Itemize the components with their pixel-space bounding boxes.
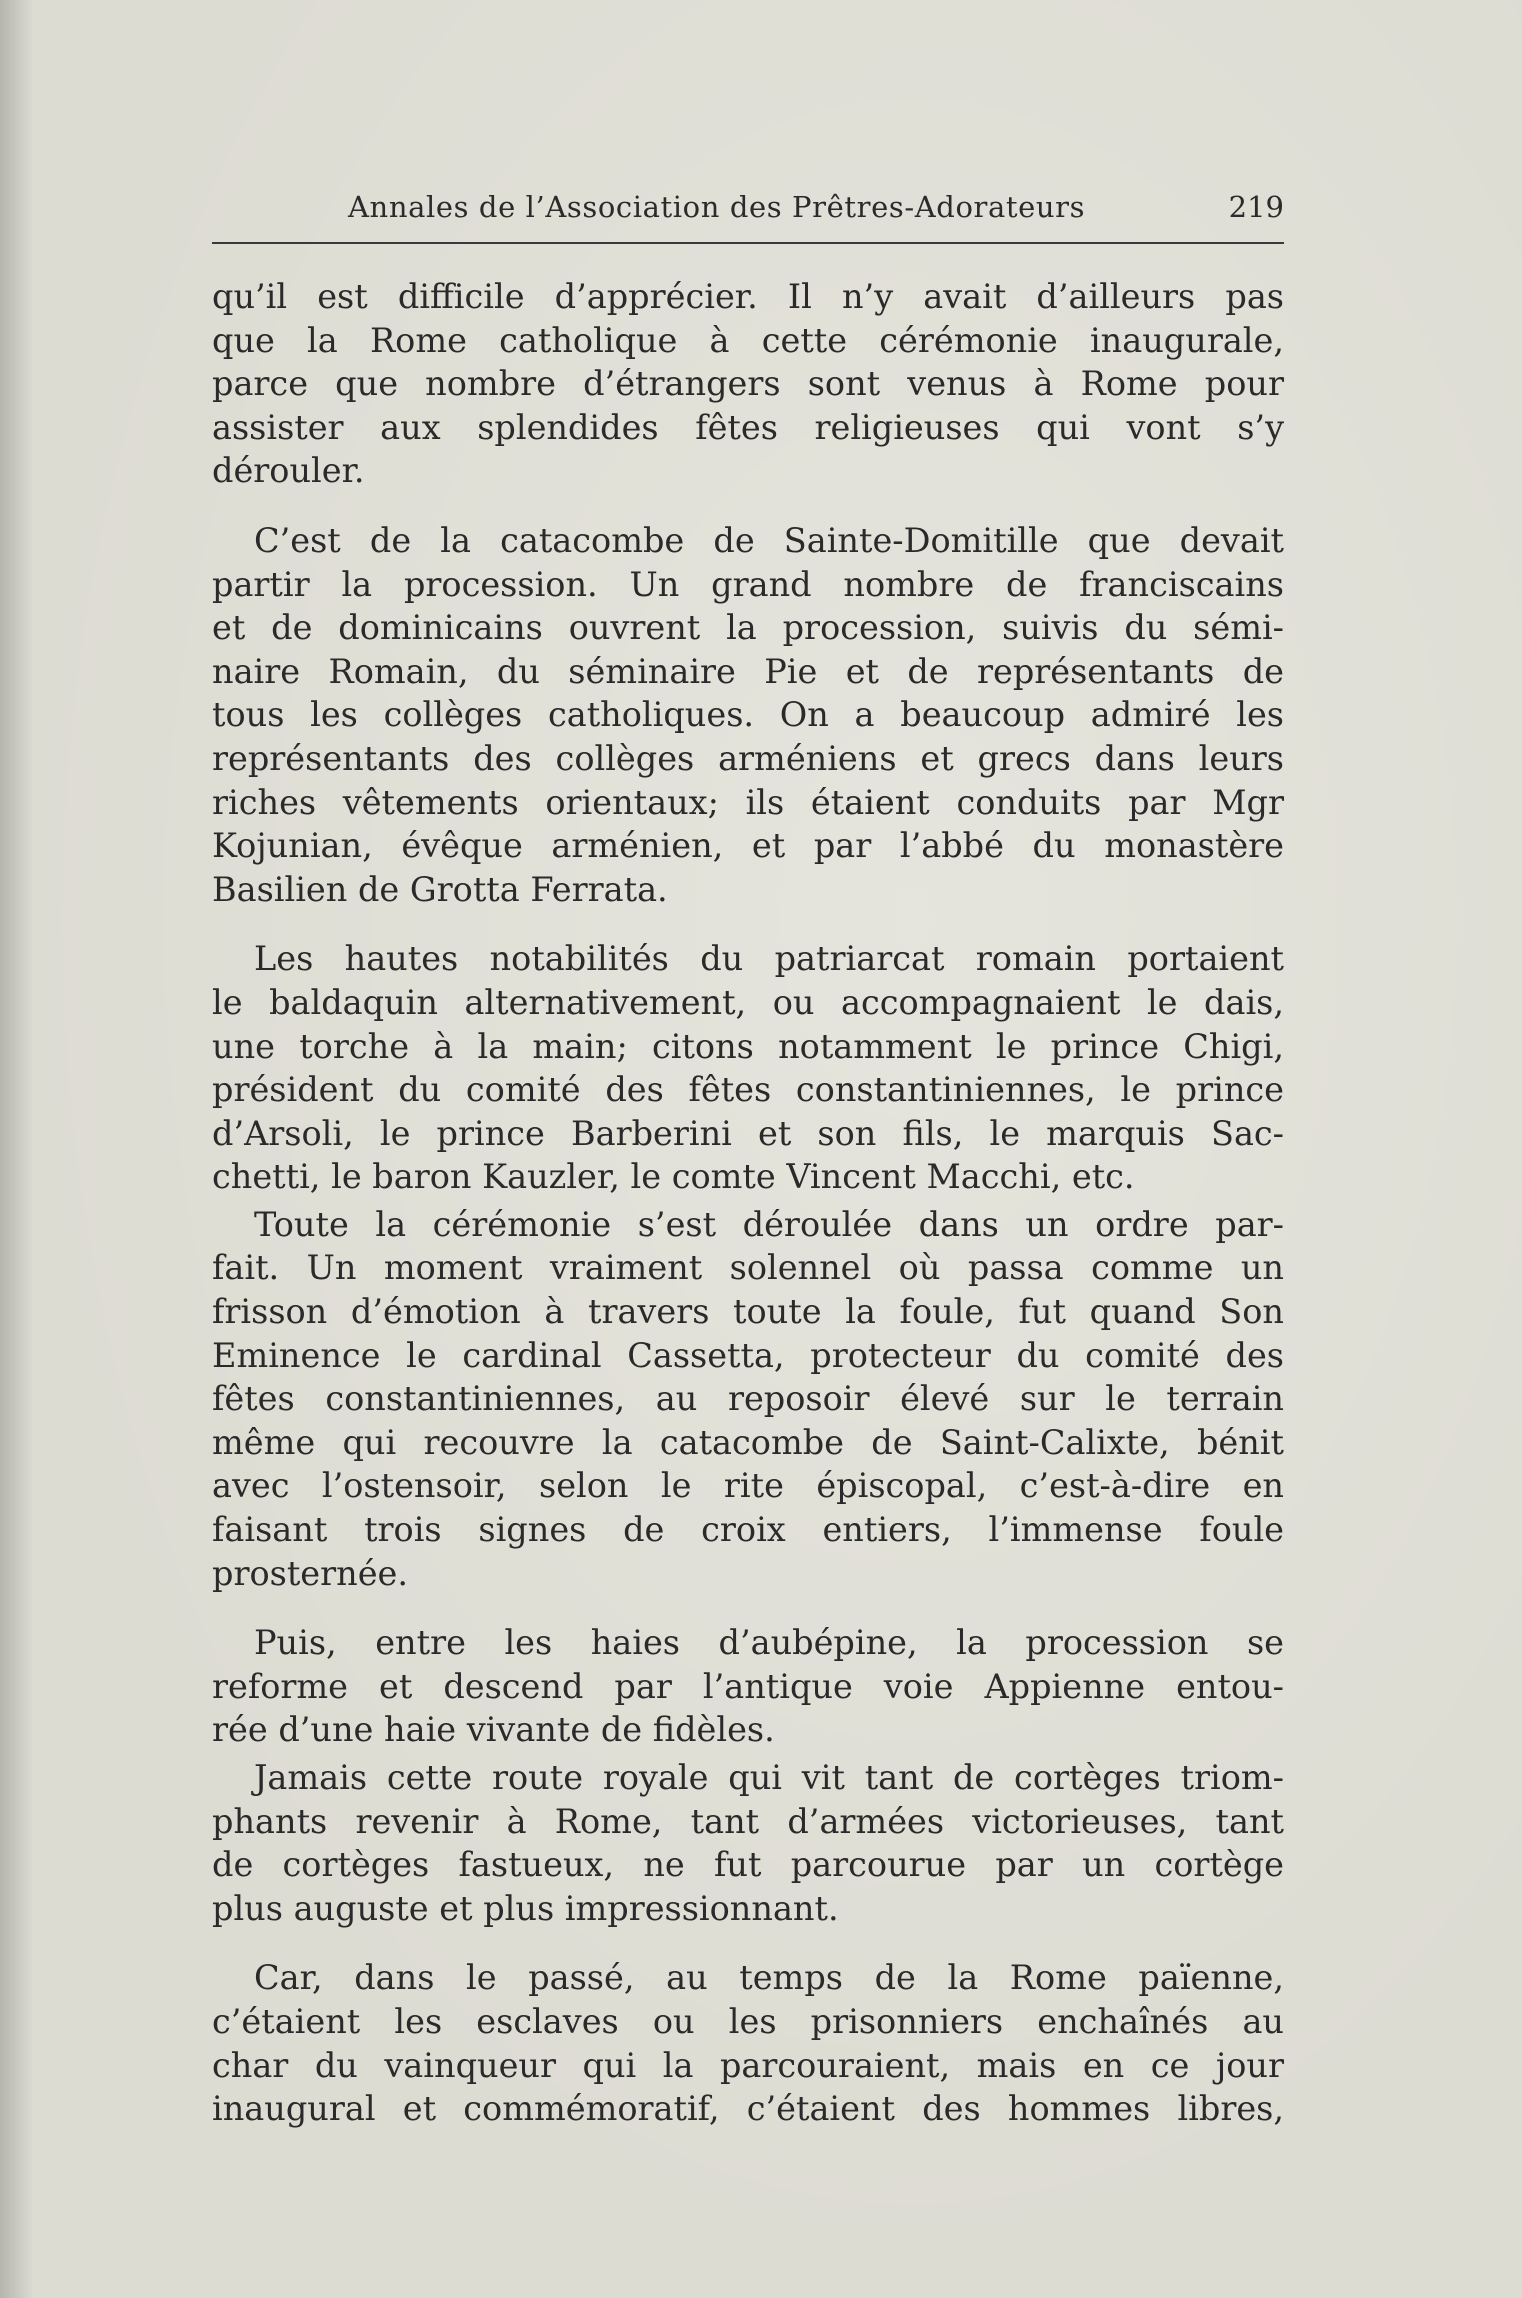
- text-line: avec l’ostensoir, selon le rite épiscopal, c’est-à-dire en: [212, 1466, 1284, 1506]
- text-line: phants revenir à Rome, tant d’armées victorieuses, tant: [212, 1801, 1284, 1841]
- text-line: fait. Un moment vraiment solennel où passa comme un: [212, 1248, 1284, 1288]
- text-line: dérouler.: [212, 451, 365, 491]
- text-line: inaugural et commémoratif, c’étaient des hommes libres,: [212, 2089, 1284, 2129]
- text-line: Puis, entre les haies d’aubépine, la procession se: [254, 1623, 1284, 1663]
- text-line: Car, dans le passé, au temps de la Rome païenne,: [254, 1958, 1284, 1998]
- text-line: d’Arsoli, le prince Barberini et son fils, le marquis Sac-: [212, 1113, 1284, 1153]
- text-line: char du vainqueur qui la parcouraient, mais en ce jour: [212, 2045, 1284, 2085]
- text-line: représentants des collèges arméniens et grecs dans leurs: [212, 738, 1284, 778]
- paragraph-6: [212, 1756, 1284, 1930]
- text-line: Kojunian, évêque arménien, et par l’abbé du monastère: [212, 826, 1284, 866]
- body-text: [212, 275, 1284, 2131]
- text-line: et de dominicains ouvrent la procession, suivis du sémi-: [212, 608, 1284, 648]
- text-line: riches vêtements orientaux; ils étaient conduits par Mgr: [212, 782, 1284, 822]
- text-line: parce que nombre d’étrangers sont venus à Rome pour: [212, 364, 1284, 404]
- paragraph-5: [212, 1621, 1284, 1752]
- page-gutter-shadow: [0, 0, 34, 2298]
- paragraph-gap: [212, 1595, 1284, 1621]
- paragraph-3: [212, 937, 1284, 1199]
- paragraph-gap: [212, 493, 1284, 519]
- paragraph-7: [212, 1956, 1284, 2130]
- text-line: que la Rome catholique à cette cérémonie inaugurale,: [212, 320, 1284, 360]
- text-line: président du comité des fêtes constantiniennes, le prince: [212, 1070, 1284, 1110]
- paragraph-2: [212, 519, 1284, 911]
- text-line: rée d’une haie vivante de fidèles.: [212, 1710, 775, 1750]
- text-line: Toute la cérémonie s’est déroulée dans un ordre par-: [254, 1204, 1284, 1244]
- text-line: c’étaient les esclaves ou les prisonniers enchaînés au: [212, 2001, 1284, 2041]
- text-line: Les hautes notabilités du patriarcat romain portaient: [254, 939, 1284, 979]
- text-line: naire Romain, du séminaire Pie et de représentants de: [212, 651, 1284, 691]
- page-number: 219: [1228, 190, 1284, 224]
- paragraph-4: [212, 1203, 1284, 1595]
- text-line: partir la procession. Un grand nombre de franciscains: [212, 564, 1284, 604]
- text-line: prosternée.: [212, 1553, 408, 1593]
- text-line: tous les collèges catholiques. On a beaucoup admiré les: [212, 695, 1284, 735]
- text-line: C’est de la catacombe de Sainte-Domitille que devait: [254, 520, 1284, 560]
- text-line: Eminence le cardinal Cassetta, protecteur du comité des: [212, 1335, 1284, 1375]
- paragraph-1: [212, 275, 1284, 493]
- text-line: Jamais cette route royale qui vit tant de cortèges triom-: [254, 1758, 1284, 1797]
- paragraph-gap: [212, 1930, 1284, 1956]
- text-line: frisson d’émotion à travers toute la foule, fut quand Son: [212, 1292, 1284, 1332]
- text-line: de cortèges fastueux, ne fut parcourue par un cortège: [212, 1845, 1284, 1885]
- text-line: chetti, le baron Kauzler, le comte Vincent Macchi, etc.: [212, 1157, 1135, 1197]
- text-line: une torche à la main; citons notamment le prince Chigi,: [212, 1026, 1284, 1066]
- text-line: même qui recouvre la catacombe de Saint-Calixte, bénit: [212, 1422, 1284, 1462]
- paragraph-gap: [212, 911, 1284, 937]
- text-line: reforme et descend par l’antique voie Appienne entou-: [212, 1666, 1284, 1706]
- running-title: Annales de l’Association des Prêtres-Adorateurs: [348, 190, 1086, 224]
- text-line: Basilien de Grotta Ferrata.: [212, 869, 668, 909]
- page-header: [212, 190, 1284, 230]
- text-line: faisant trois signes de croix entiers, l’immense foule: [212, 1510, 1284, 1550]
- text-line: fêtes constantiniennes, au reposoir élevé sur le terrain: [212, 1379, 1284, 1419]
- text-line: assister aux splendides fêtes religieuses qui vont s’y: [212, 407, 1284, 447]
- text-line: qu’il est difficile d’apprécier. Il n’y avait d’ailleurs pas: [212, 277, 1284, 316]
- text-line: le baldaquin alternativement, ou accompagnaient le dais,: [212, 982, 1284, 1022]
- header-rule: [212, 242, 1284, 244]
- text-line: plus auguste et plus impressionnant.: [212, 1888, 839, 1928]
